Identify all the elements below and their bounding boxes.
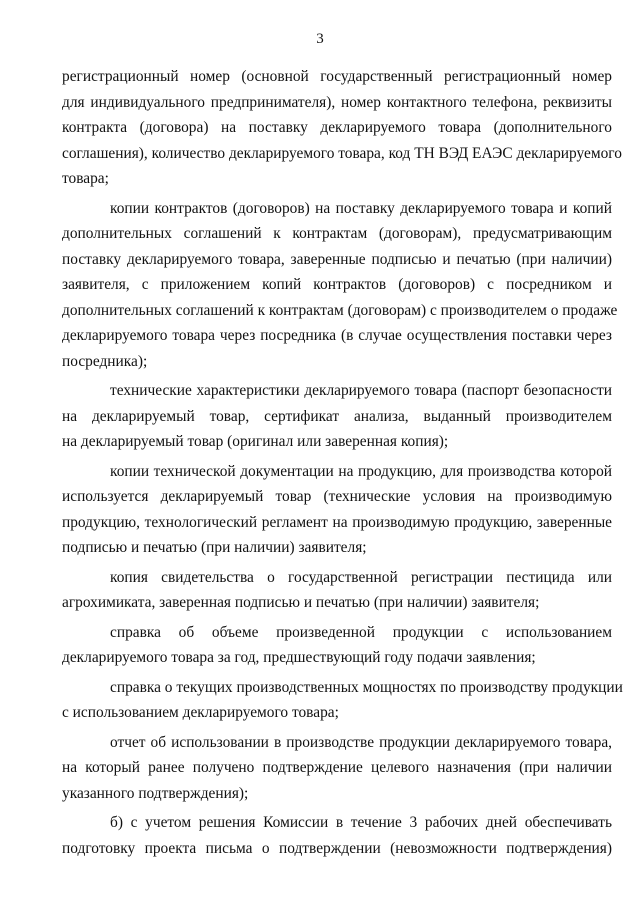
text-line: технические характеристики декларируемого товара (паспорт безопасности (110, 382, 612, 399)
text-line: подписью и печатью (при наличии) заявителя; (62, 539, 367, 556)
text-line: с использованием декларируемого товара; (62, 704, 339, 721)
text-line: копии технической документации на продукцию, для производства которой (110, 462, 612, 480)
text-line: посредника); (62, 352, 148, 370)
paragraph-registration-certificate (62, 565, 612, 616)
text-line: б) с учетом решения Комиссии в течение 3 рабочих дней обеспечивать (110, 814, 612, 831)
text-line: дополнительных соглашений к контрактам (договорам) с производителем о продаже (62, 301, 618, 319)
text-line: продукцию, технологический регламент на производимую продукцию, заверенные (62, 513, 612, 531)
paragraph-production-capacity (62, 675, 623, 726)
text-line: соглашения), количество декларируемого товара, код ТН ВЭД ЕАЭС декларируемого (62, 144, 622, 162)
text-line: копия свидетельства о государственной регистрации пестицида или (110, 568, 612, 586)
paragraph-technical-characteristics (62, 378, 612, 455)
text-line: на который ранее получено подтверждение целевого назначения (при наличии (62, 759, 612, 776)
text-line: отчет об использовании в производстве продукции декларируемого товара, (110, 733, 612, 751)
text-line: контракта (договора) на поставку декларируемого товара (дополнительного (62, 119, 612, 136)
text-line: дополнительных соглашений к контрактам (договорам), предусматривающим (62, 225, 612, 242)
text-line: подготовку проекта письма о подтверждении (невозможности подтверждения) (62, 839, 612, 857)
paragraph-usage-report (62, 730, 612, 807)
text-line: на декларируемый товар (оригинал или заверенная копия); (62, 433, 449, 450)
paragraph-technical-documentation (62, 459, 612, 561)
text-line: агрохимиката, заверенная подписью и печатью (при наличии) заявителя; (62, 594, 540, 611)
text-line: на декларируемый товар, сертификат анализа, выданный производителем (62, 407, 612, 425)
page-number: 3 (316, 31, 324, 47)
text-line: товара; (62, 170, 109, 187)
text-line: справка об объеме произведенной продукции с использованием (110, 623, 612, 641)
paragraph-contract-copies (62, 196, 618, 375)
text-line: копии контрактов (договоров) на поставку декларируемого товара и копий (110, 199, 612, 217)
document-body (62, 64, 623, 865)
paragraph-production-volume (62, 620, 612, 671)
text-line: заявителя, с приложением копий контрактов (договоров) с посредником и (62, 276, 612, 293)
text-line: используется декларируемый товар (технические условия на производимую (62, 488, 612, 505)
text-line: декларируемого товара за год, предшествующий году подачи заявления; (62, 649, 536, 666)
text-line: для индивидуального предпринимателя), номер контактного телефона, реквизиты (62, 93, 612, 111)
text-line: справка о текущих производственных мощностях по производству продукции (110, 678, 623, 696)
text-line: регистрационный номер (основной государственный регистрационный номер (62, 68, 612, 85)
text-line: указанного подтверждения); (62, 784, 249, 802)
text-line: декларируемого товара через посредника (в случае осуществления поставки через (62, 327, 612, 344)
text-line: поставку декларируемого товара, заверенные подписью и печатью (при наличии) (62, 250, 612, 268)
paragraph-registration-details (62, 64, 622, 192)
paragraph-commission-decision (62, 810, 612, 861)
